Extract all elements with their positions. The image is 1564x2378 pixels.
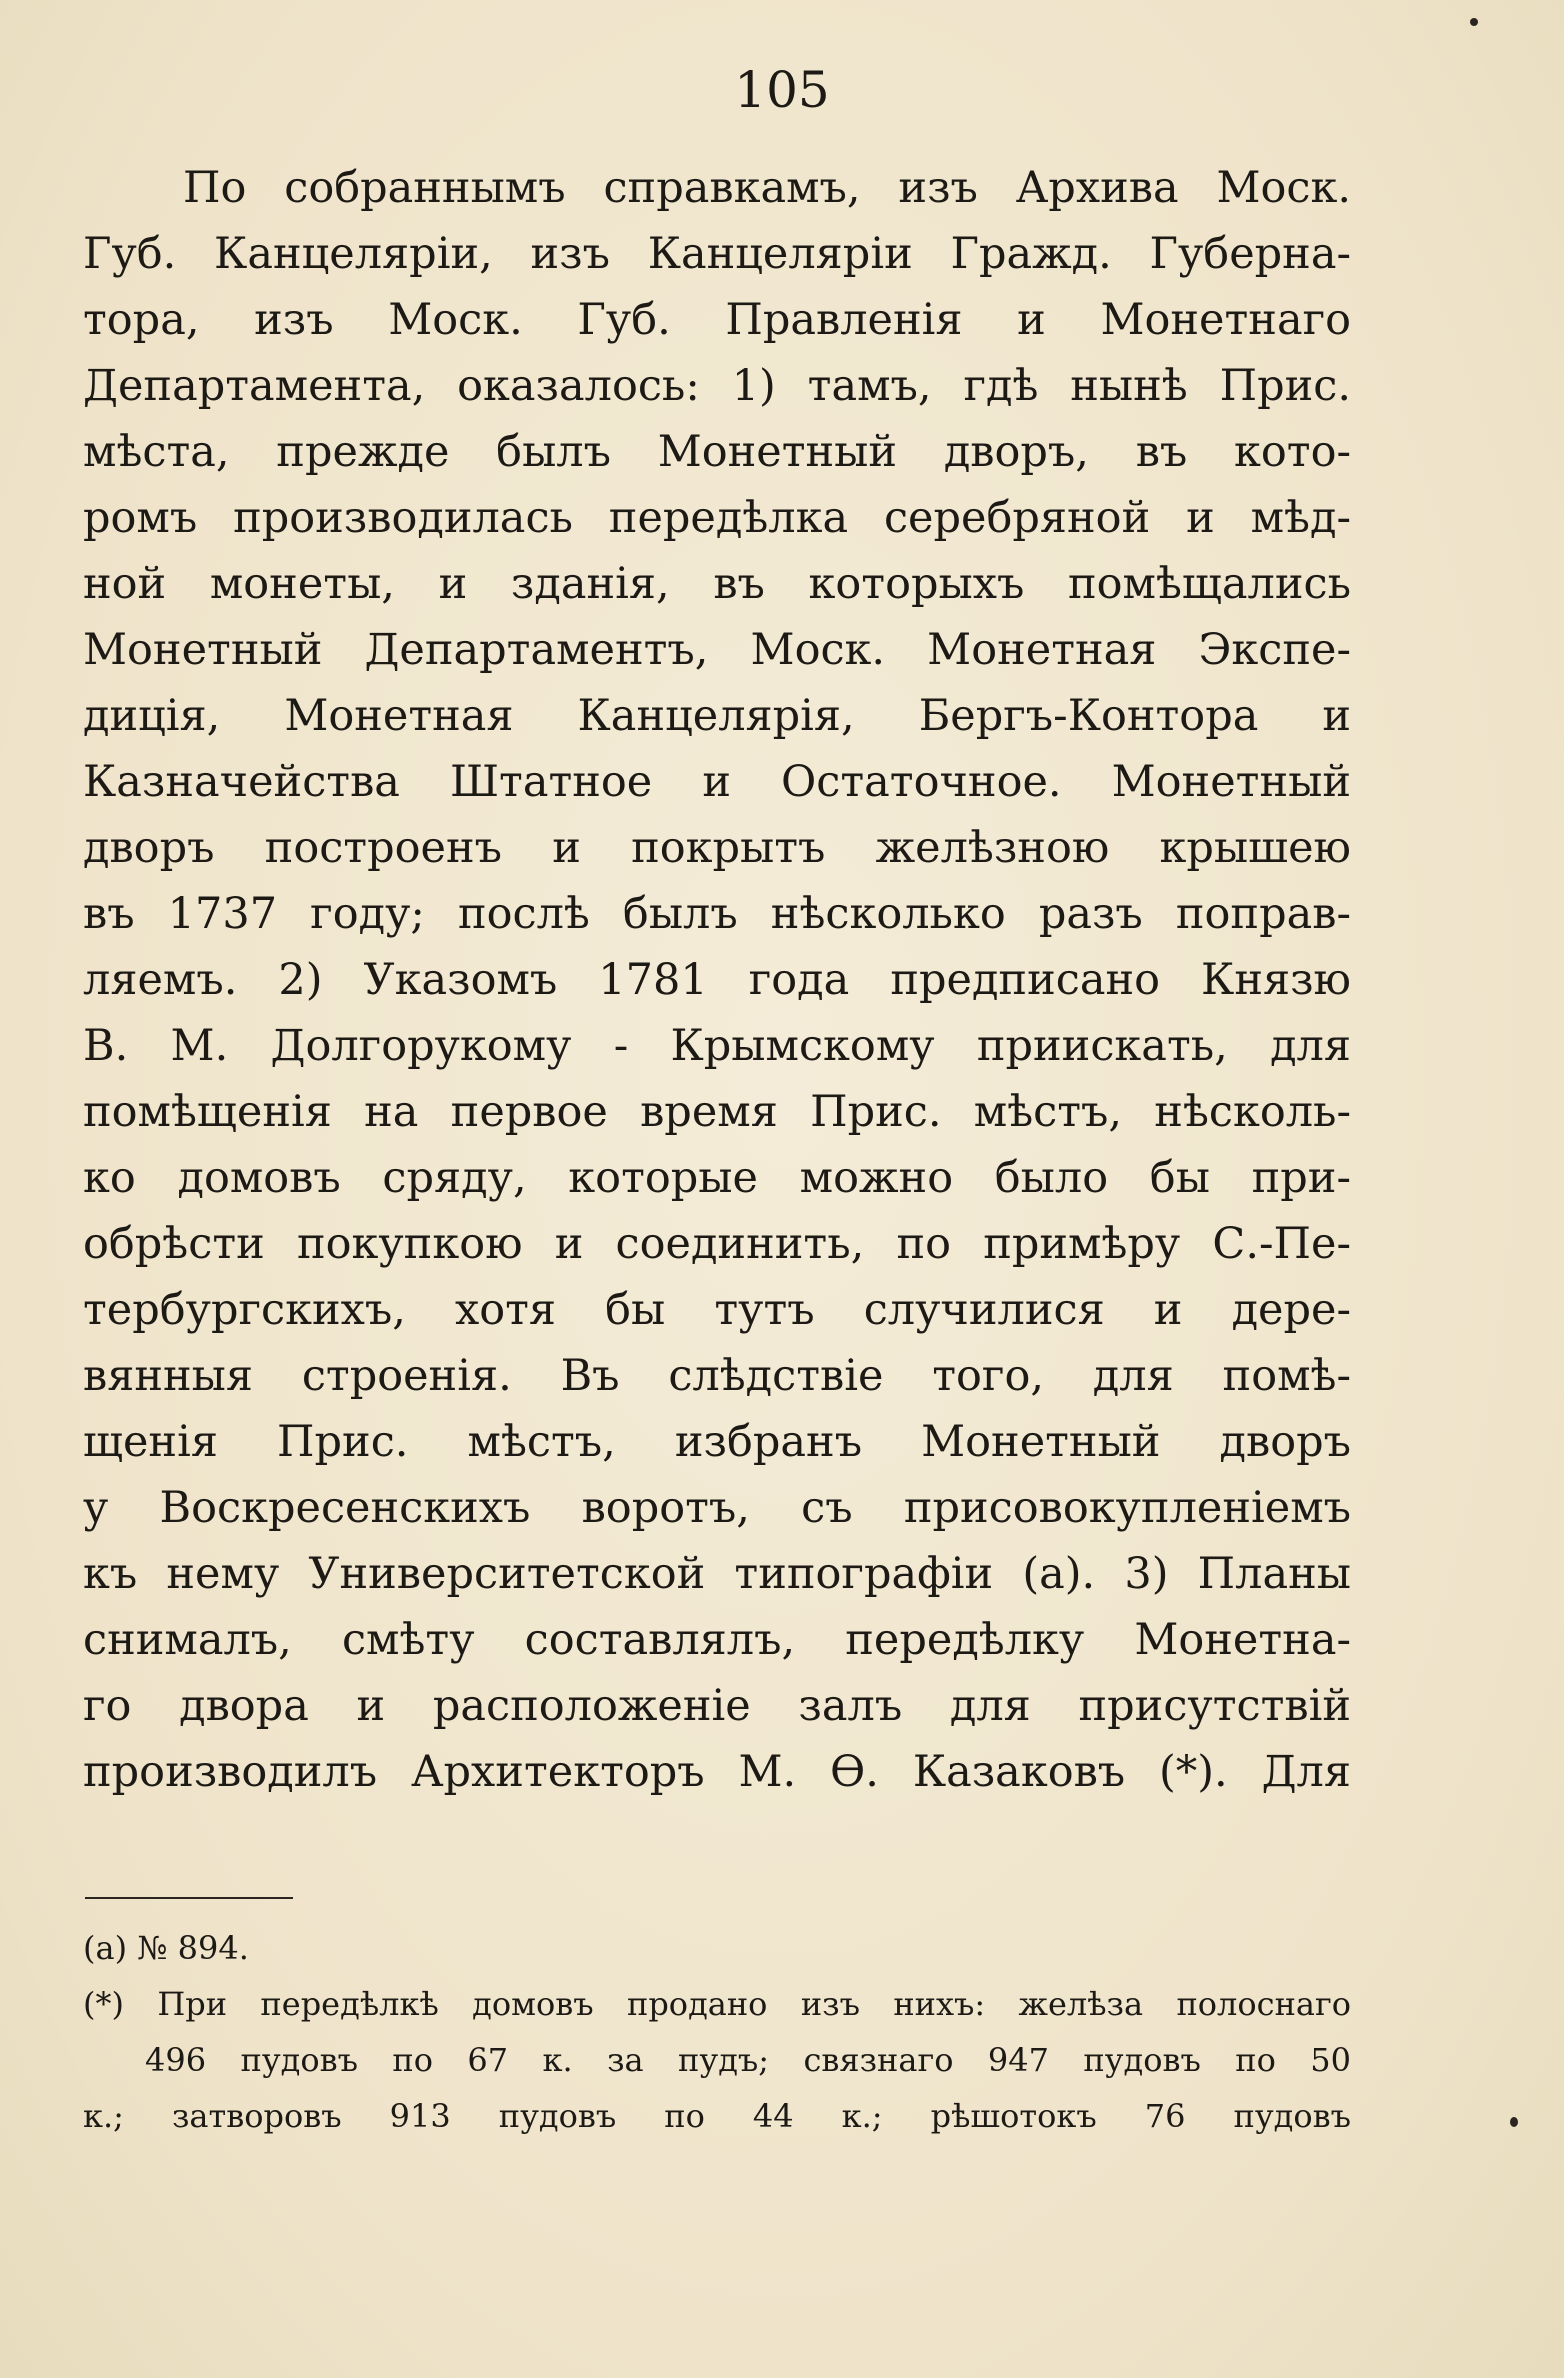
text-line: тербургскихъ, хотя бы тутъ случилися и дере- (83, 1285, 1351, 1335)
text-line: производилъ Архитекторъ М. Ѳ. Казаковъ (*). Для (83, 1747, 1351, 1797)
footnote-rule (85, 1897, 293, 1899)
text-line: ко домовъ сряду, которые можно было бы при- (83, 1153, 1351, 1203)
footnotes (83, 1920, 1351, 2144)
text-line: снималъ, смѣту составлялъ, передѣлку Монетна- (83, 1615, 1351, 1665)
text-line: къ нему Университетской типографіи (а). 3) Планы (83, 1549, 1351, 1599)
text-line: у Воскресенскихъ воротъ, съ присовокупленіемъ (83, 1483, 1351, 1533)
text-line: ляемъ. 2) Указомъ 1781 года предписано Князю (83, 955, 1351, 1005)
text-line: тора, изъ Моск. Губ. Правленія и Монетнаго (83, 295, 1351, 345)
body-text (83, 155, 1351, 1805)
footnote-star: (*) При передѣлкѣ домовъ продано изъ нихъ: желѣза полоснаго (83, 1985, 1351, 2023)
footnote-a: (а) № 894. (83, 1929, 249, 1967)
text-line: Казначейства Штатное и Остаточное. Монетный (83, 757, 1351, 807)
text-line: Департамента, оказалось: 1) тамъ, гдѣ нынѣ Прис. (83, 361, 1351, 411)
text-line: ромъ производилась передѣлка серебряной и мѣд- (83, 493, 1351, 543)
text-line: го двора и расположеніе залъ для присутствій (83, 1681, 1351, 1731)
text-line: мѣста, прежде былъ Монетный дворъ, въ кото- (83, 427, 1351, 477)
text-line: въ 1737 году; послѣ былъ нѣсколько разъ поправ- (83, 889, 1351, 939)
text-line: Губ. Канцеляріи, изъ Канцеляріи Гражд. Губерна- (83, 229, 1351, 279)
ink-speck (1510, 2117, 1518, 2127)
text-line: помѣщенія на первое время Прис. мѣстъ, нѣсколь- (83, 1087, 1351, 1137)
text-line: В. М. Долгорукому - Крымскому приискать, для (83, 1021, 1351, 1071)
text-line: По собраннымъ справкамъ, изъ Архива Моск. (183, 163, 1351, 213)
text-line: вянныя строенія. Въ слѣдствіе того, для помѣ- (83, 1351, 1351, 1401)
page-number: 105 (734, 61, 830, 119)
ink-speck (1470, 18, 1478, 26)
text-line: дворъ построенъ и покрытъ желѣзною крышею (83, 823, 1351, 873)
text-line: ной монеты, и зданія, въ которыхъ помѣщались (83, 559, 1351, 609)
text-line: диція, Монетная Канцелярія, Бергъ-Контора и (83, 691, 1351, 741)
text-line: щенія Прис. мѣстъ, избранъ Монетный дворъ (83, 1417, 1351, 1467)
text-line: обрѣсти покупкою и соединить, по примѣру С.-Пе- (83, 1219, 1351, 1269)
text-line: Монетный Департаментъ, Моск. Монетная Экспе- (83, 625, 1351, 675)
footnote-star-continued: 496 пудовъ по 67 к. за пудъ; связнаго 947 пудовъ по 50 (145, 2041, 1351, 2079)
footnote-star-continued: к.; затворовъ 913 пудовъ по 44 к.; рѣшотокъ 76 пудовъ (83, 2097, 1351, 2135)
